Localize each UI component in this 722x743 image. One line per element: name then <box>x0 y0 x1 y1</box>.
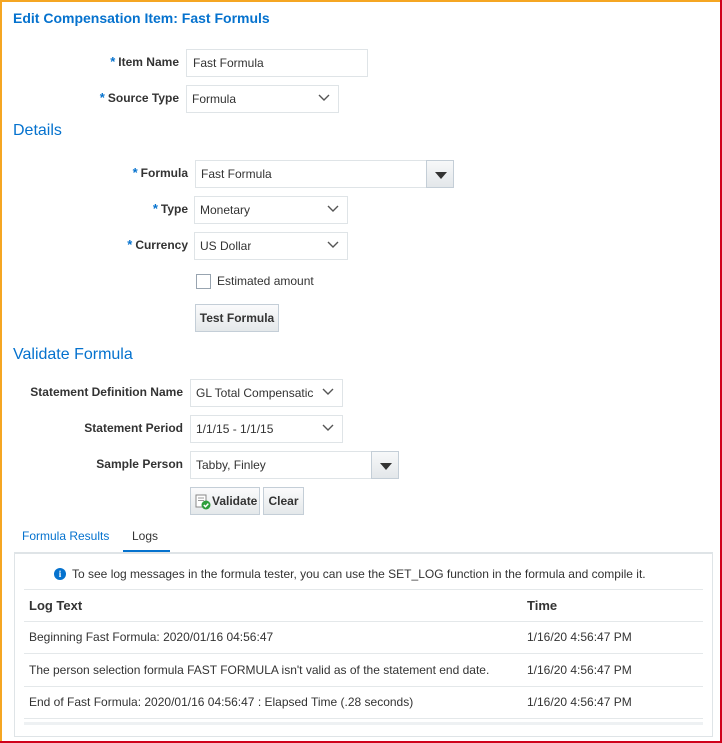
chevron-down-icon <box>322 388 334 396</box>
column-header-time[interactable]: Time <box>527 598 558 613</box>
tab-formula-results[interactable]: Formula Results <box>22 529 110 543</box>
formula-value: Fast Formula <box>201 167 272 181</box>
table-row-text: The person selection formula FAST FORMULA isn't valid as of the statement end date. <box>29 663 490 677</box>
item-name-label <box>40 54 179 69</box>
required-indicator: * <box>99 90 105 105</box>
table-scrollbar[interactable] <box>24 722 703 725</box>
caret-down-icon <box>380 463 392 470</box>
estimated-amount-checkbox[interactable] <box>196 274 211 289</box>
caret-down-icon <box>435 172 447 179</box>
currency-label <box>60 237 188 252</box>
table-row-text: End of Fast Formula: 2020/01/16 04:56:47 : Elapsed Time (.28 seconds) <box>29 695 414 709</box>
statement-period-label: Statement Period <box>84 421 183 435</box>
page-title: Edit Compensation Item: Fast Formuls <box>13 10 270 26</box>
sample-person-dropdown-button[interactable] <box>371 451 399 479</box>
required-indicator: * <box>132 165 138 180</box>
statement-definition-label: Statement Definition Name <box>30 385 183 399</box>
source-type-select[interactable] <box>186 85 339 113</box>
statement-definition-value: GL Total Compensatic <box>196 386 314 400</box>
table-row-time: 1/16/20 4:56:47 PM <box>527 663 632 677</box>
formula-dropdown-button[interactable] <box>426 160 454 188</box>
validate-button-label: Validate <box>212 494 258 508</box>
type-value: Monetary <box>200 203 251 217</box>
window-frame-left <box>0 0 2 743</box>
chevron-down-icon <box>318 94 330 102</box>
estimated-amount-label: Estimated amount <box>217 274 314 288</box>
currency-value: US Dollar <box>200 239 252 253</box>
validate-check-icon <box>195 494 211 510</box>
currency-label-text: Currency <box>135 238 188 252</box>
table-row-time: 1/16/20 4:56:47 PM <box>527 630 632 644</box>
statement-period-select[interactable] <box>190 415 343 443</box>
column-header-log-text[interactable]: Log Text <box>29 598 83 613</box>
item-name-input[interactable]: Fast Formula <box>186 49 368 77</box>
source-type-value: Formula <box>192 92 237 106</box>
validate-formula-heading: Validate Formula <box>13 346 133 363</box>
table-row-time: 1/16/20 4:56:47 PM <box>527 695 632 709</box>
type-label <box>60 201 188 216</box>
currency-select[interactable] <box>194 232 348 260</box>
chevron-down-icon <box>327 205 339 213</box>
required-indicator: * <box>110 54 116 69</box>
chevron-down-icon <box>322 424 334 432</box>
sample-person-combobox[interactable] <box>190 451 399 479</box>
table-header-border <box>24 621 703 622</box>
statement-period-value: 1/1/15 - 1/1/15 <box>196 422 274 436</box>
sample-person-value: Tabby, Finley <box>196 458 266 472</box>
row-divider <box>24 686 703 687</box>
logs-info-text: To see log messages in the formula tester, you can use the SET_LOG function in the formula and compile it. <box>72 567 646 581</box>
validate-button[interactable] <box>190 487 260 515</box>
details-heading: Details <box>13 122 62 139</box>
formula-label-text: Formula <box>140 166 188 180</box>
type-select[interactable] <box>194 196 348 224</box>
row-divider <box>24 653 703 654</box>
chevron-down-icon <box>327 241 339 249</box>
row-divider <box>24 718 703 719</box>
formula-combobox[interactable] <box>195 160 454 188</box>
test-formula-button[interactable]: Test Formula <box>195 304 279 332</box>
formula-label <box>60 165 188 180</box>
table-row-text: Beginning Fast Formula: 2020/01/16 04:56:47 <box>29 630 274 644</box>
sample-person-label: Sample Person <box>96 457 183 471</box>
tab-logs[interactable]: Logs <box>132 529 159 543</box>
required-indicator: * <box>152 201 158 216</box>
table-top-border <box>24 589 703 590</box>
info-icon: i <box>54 568 66 580</box>
required-indicator: * <box>127 237 133 252</box>
type-label-text: Type <box>160 202 188 216</box>
source-type-label <box>40 90 179 105</box>
statement-definition-select[interactable] <box>190 379 343 407</box>
window-frame-top <box>0 0 722 2</box>
clear-button[interactable]: Clear <box>263 487 304 515</box>
item-name-label-text: Item Name <box>118 55 179 69</box>
source-type-label-text: Source Type <box>107 91 179 105</box>
